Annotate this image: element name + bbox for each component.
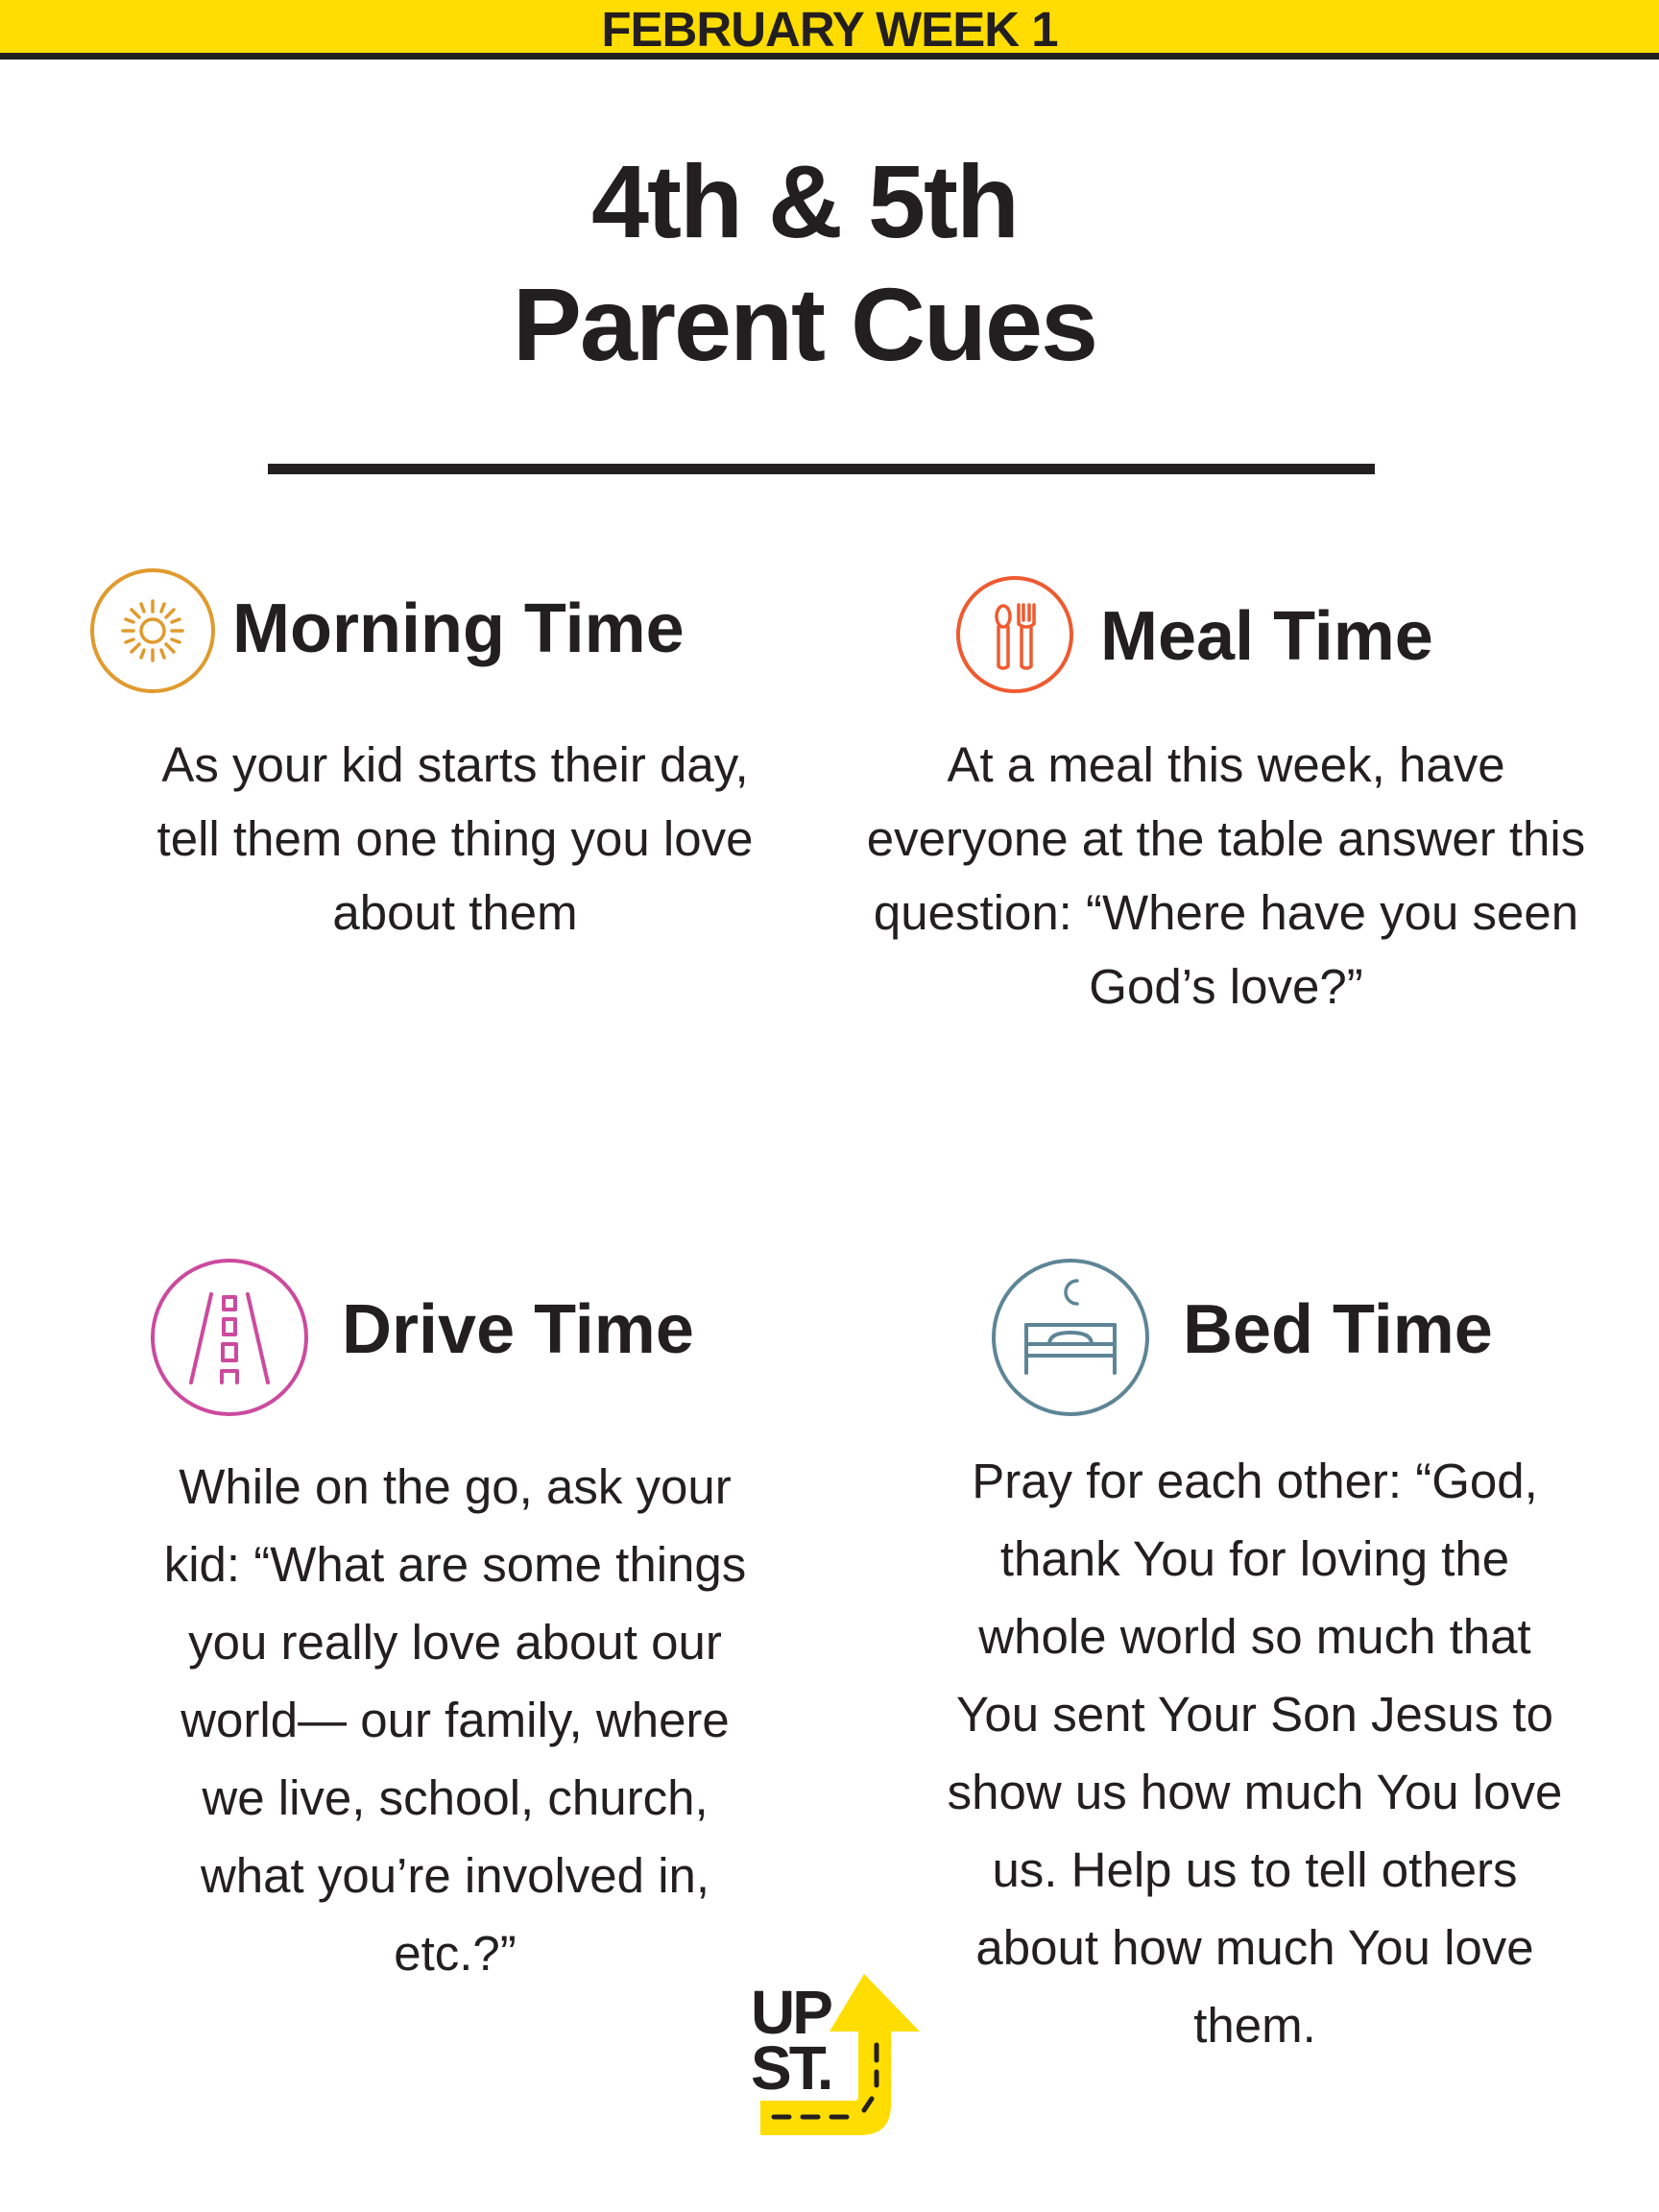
title-divider [268, 464, 1375, 474]
meal-time-text [818, 728, 1634, 1023]
text-line: whole world so much that [978, 1609, 1531, 1664]
text-line: As your kid starts their day, [161, 737, 749, 792]
text-line: you really love about our [188, 1615, 722, 1670]
text-line: what you’re involved in, [200, 1848, 710, 1903]
text-line: You sent Your Son Jesus to [956, 1687, 1553, 1742]
text-line: etc.?” [394, 1926, 517, 1981]
text-line: While on the go, ask your [179, 1459, 732, 1514]
text-line: thank You for loving the [999, 1531, 1510, 1586]
morning-time-text [90, 728, 820, 950]
text-line: about how much You love [975, 1920, 1534, 1975]
text-line: show us how much You love [947, 1765, 1563, 1819]
text-line: Pray for each other: “God, [972, 1454, 1538, 1508]
text-line: God’s love?” [1089, 959, 1363, 1014]
drive-time-text [90, 1448, 820, 1992]
upstreet-logo [751, 1970, 939, 2139]
page-title-line-1: 4th & 5th [590, 143, 1018, 259]
text-line: we live, school, church, [202, 1770, 709, 1825]
bed-time-text [871, 1442, 1639, 2064]
text-line: At a meal this week, have [947, 737, 1505, 792]
bed-moon-icon [989, 1256, 1152, 1419]
text-line: question: “Where have you seen [873, 885, 1579, 940]
logo-text-st: ST. [751, 2033, 831, 2103]
text-line: everyone at the table answer this [866, 811, 1586, 866]
fork-spoon-icon [954, 574, 1075, 695]
top-banner [0, 0, 1659, 60]
drive-time-heading: Drive Time [342, 1291, 694, 1368]
text-line: about them [332, 885, 578, 940]
text-line: kid: “What are some things [163, 1537, 747, 1592]
bed-time-heading: Bed Time [1183, 1291, 1493, 1368]
text-line: them. [1193, 1998, 1316, 2053]
text-line: world— our family, where [180, 1693, 730, 1747]
sun-icon [88, 566, 217, 695]
text-line: us. Help us to tell others [992, 1842, 1518, 1897]
page-title-line-2: Parent Cues [512, 266, 1097, 382]
text-line: tell them one thing you love [156, 811, 754, 866]
road-icon [148, 1256, 311, 1419]
morning-time-heading: Morning Time [232, 590, 685, 667]
logo-text-up: UP [751, 1978, 830, 2047]
meal-time-heading: Meal Time [1100, 598, 1433, 675]
banner-text: FEBRUARY WEEK 1 [601, 2, 1058, 57]
